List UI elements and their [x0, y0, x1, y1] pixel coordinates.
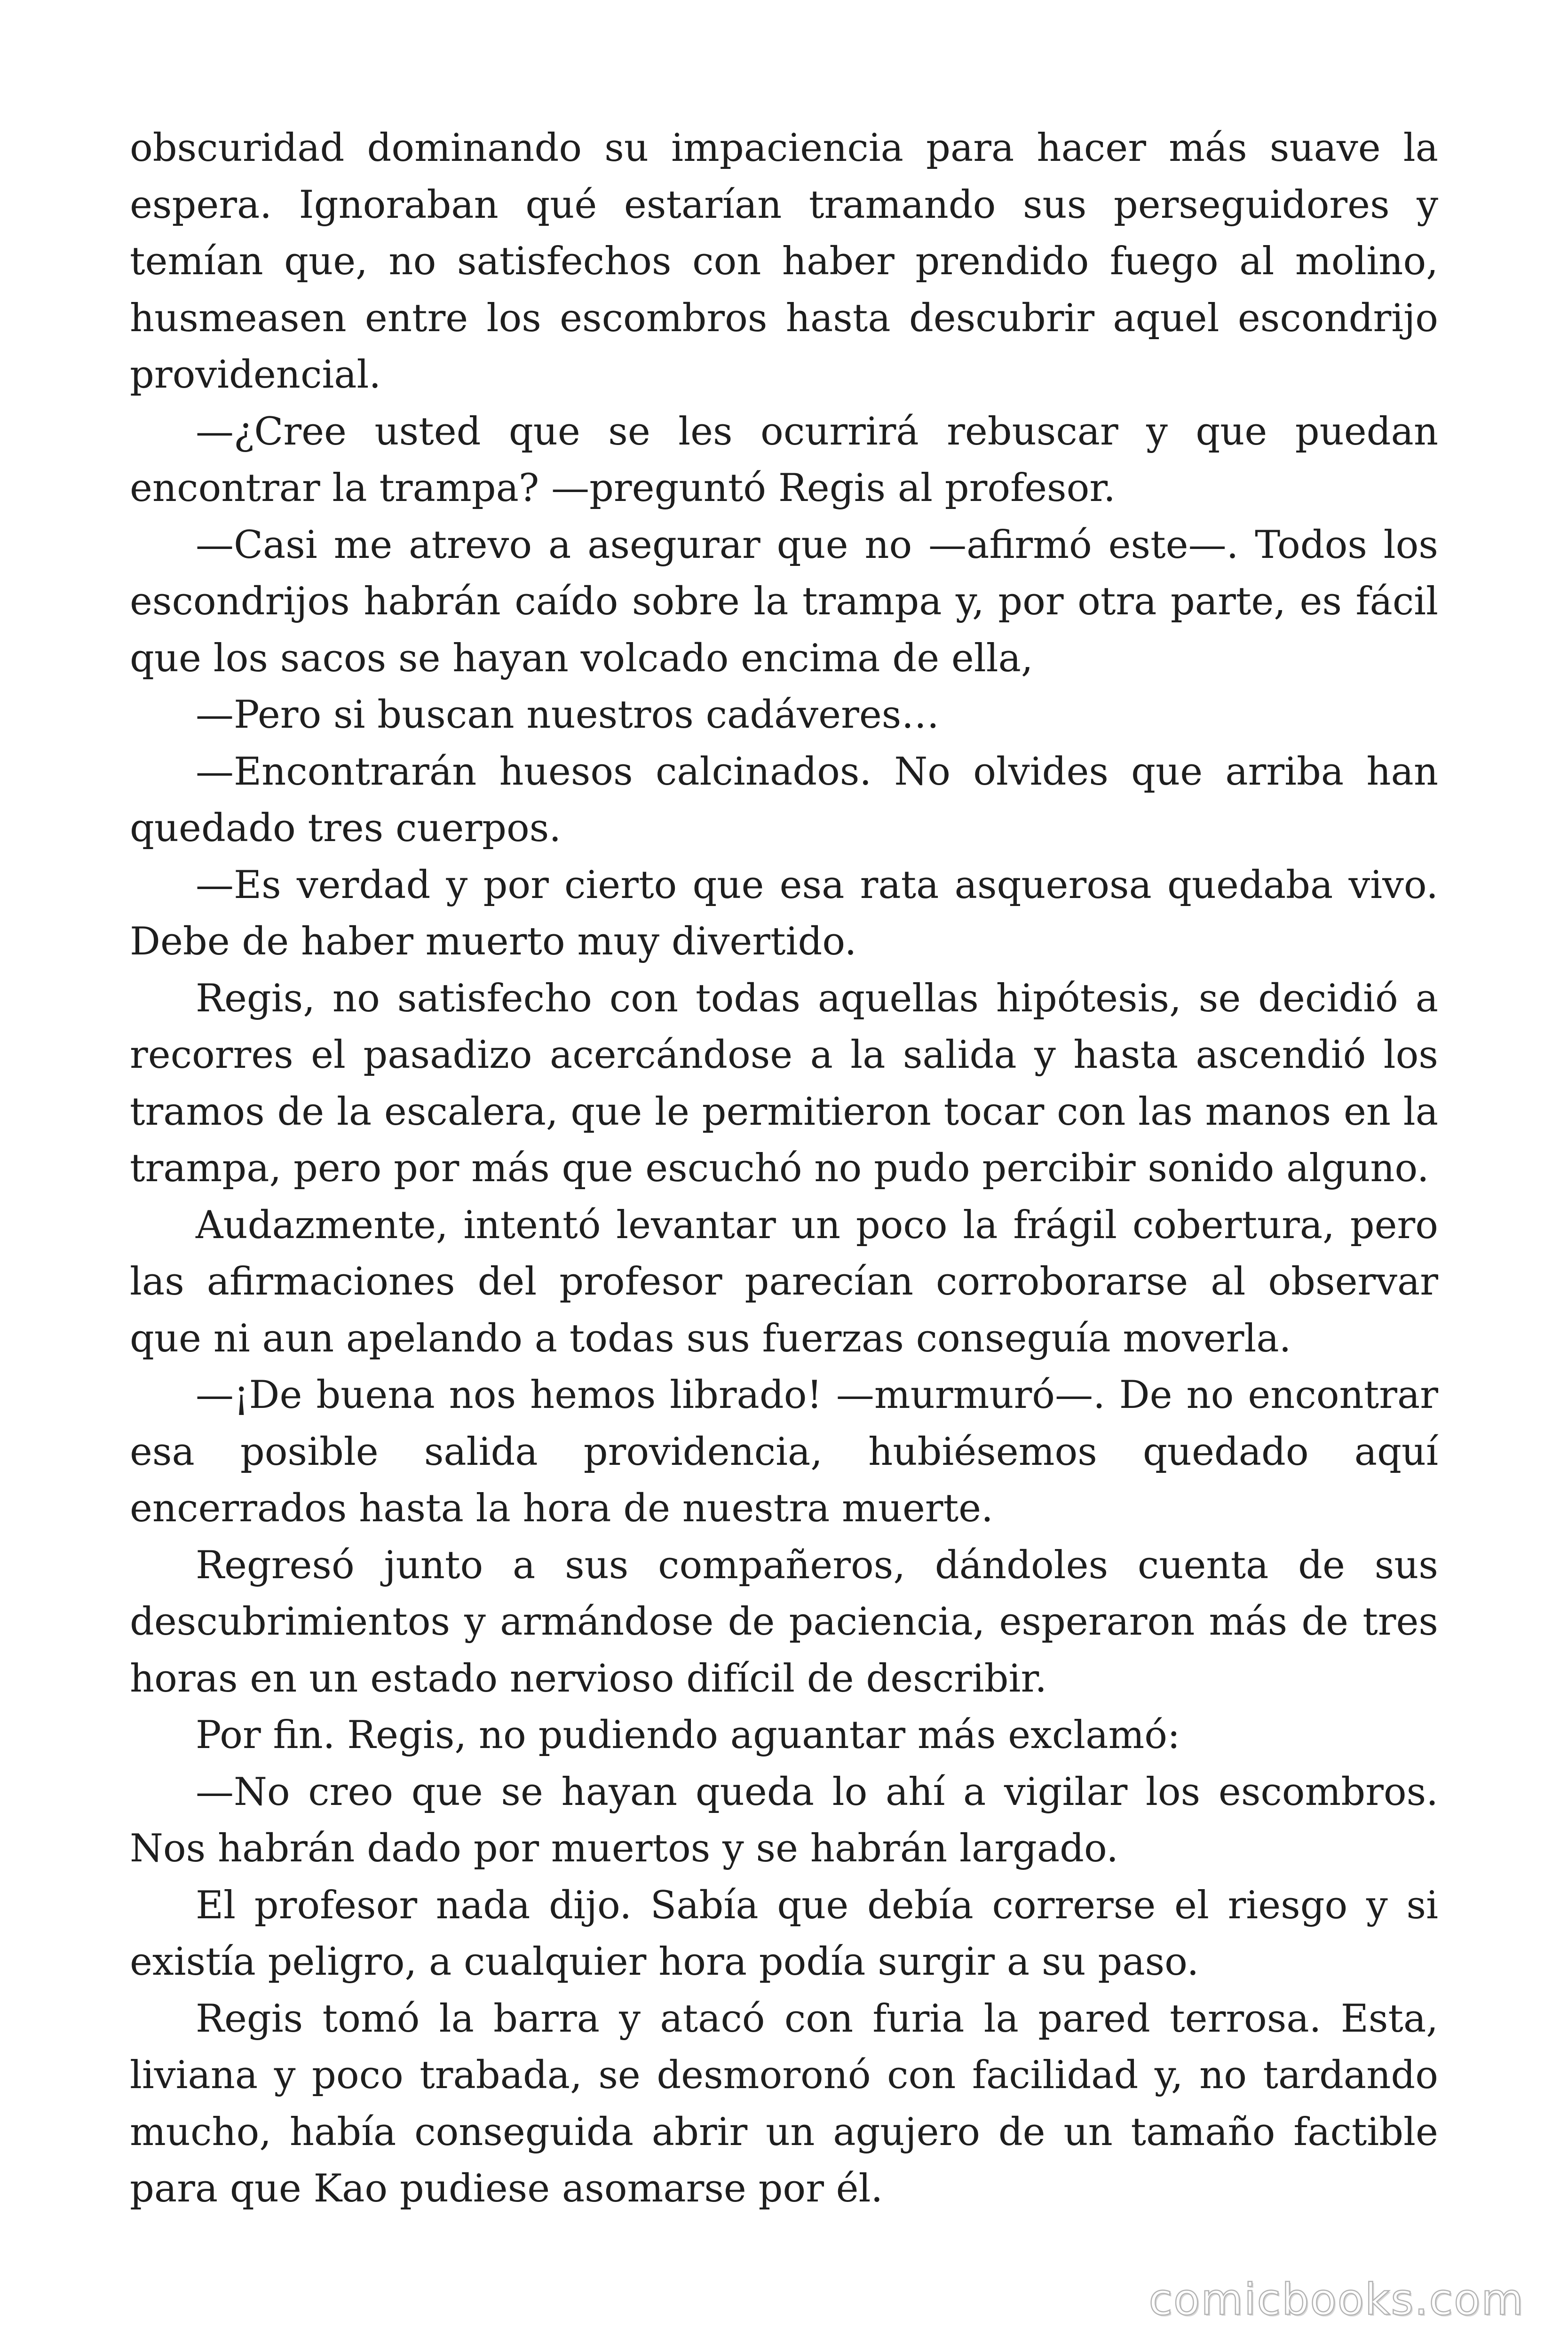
paragraph-7: Regis, no satisfecho con todas aquellas hipótesis, se decidió a recorres el pasadizo acercándose a la salida y hasta ascendió los tramos de la escalera, que le permitieron tocar con las manos en la trampa, pero por más que escuchó no pudo percibir sonido alguno.	[130, 976, 1438, 1191]
watermark: comicbooks.com	[1148, 2274, 1524, 2325]
paragraph-6: —Es verdad y por cierto que esa rata asquerosa quedaba vivo. Debe de haber muerto muy divertido.	[130, 863, 1438, 964]
paragraph-11: Por fin. Regis, no pudiendo aguantar más exclamó:	[196, 1713, 1180, 1757]
paragraph-13: El profesor nada dijo. Sabía que debía correrse el riesgo y si existía peligro, a cualquier hora podía surgir a su paso.	[130, 1883, 1438, 1984]
paragraph-5: —Encontrarán huesos calcinados. No olvides que arriba han quedado tres cuerpos.	[130, 749, 1438, 850]
paragraph-12: —No creo que se hayan queda lo ahí a vigilar los escombros. Nos habrán dado por muertos y se habrán largado.	[130, 1770, 1438, 1871]
paragraph-14: Regis tomó la barra y atacó con furia la pared terrosa. Esta, liviana y poco trabada, se desmoronó con facilidad y, no tardando mucho, había conseguida abrir un agujero de un tamaño factible para que Kao pudiese asomarse por él.	[130, 1996, 1438, 2211]
paragraph-4: —Pero si buscan nuestros cadáveres…	[196, 693, 940, 737]
page-body	[130, 120, 1438, 2217]
paragraph-10: Regresó junto a sus compañeros, dándoles cuenta de sus descubrimientos y armándose de paciencia, esperaron más de tres horas en un estado nervioso difícil de describir.	[130, 1543, 1438, 1701]
paragraph-8: Audazmente, intentó levantar un poco la frágil cobertura, pero las afirmaciones del profesor parecían corroborarse al observar que ni aun apelando a todas sus fuerzas conseguía moverla.	[130, 1203, 1438, 1361]
paragraph-2: —¿Cree usted que se les ocurrirá rebuscar y que puedan encontrar la trampa? —preguntó Regis al profesor.	[130, 409, 1438, 510]
paragraph-3: —Casi me atrevo a asegurar que no —afirmó este—. Todos los escondrijos habrán caído sobre la trampa y, por otra parte, es fácil que los sacos se hayan volcado encima de ella,	[130, 523, 1438, 681]
paragraph-1: obscuridad dominando su impaciencia para hacer más suave la espera. Ignoraban qué estarían tramando sus perseguidores y temían que, no satisfechos con haber prendido fuego al molino, husmeasen entre los escombros hasta descubrir aquel escondrijo providencial.	[130, 126, 1438, 397]
paragraph-9: —¡De buena nos hemos librado! —murmuró—. De no encontrar esa posible salida providencia, hubiésemos quedado aquí encerrados hasta la hora de nuestra muerte.	[130, 1373, 1438, 1531]
